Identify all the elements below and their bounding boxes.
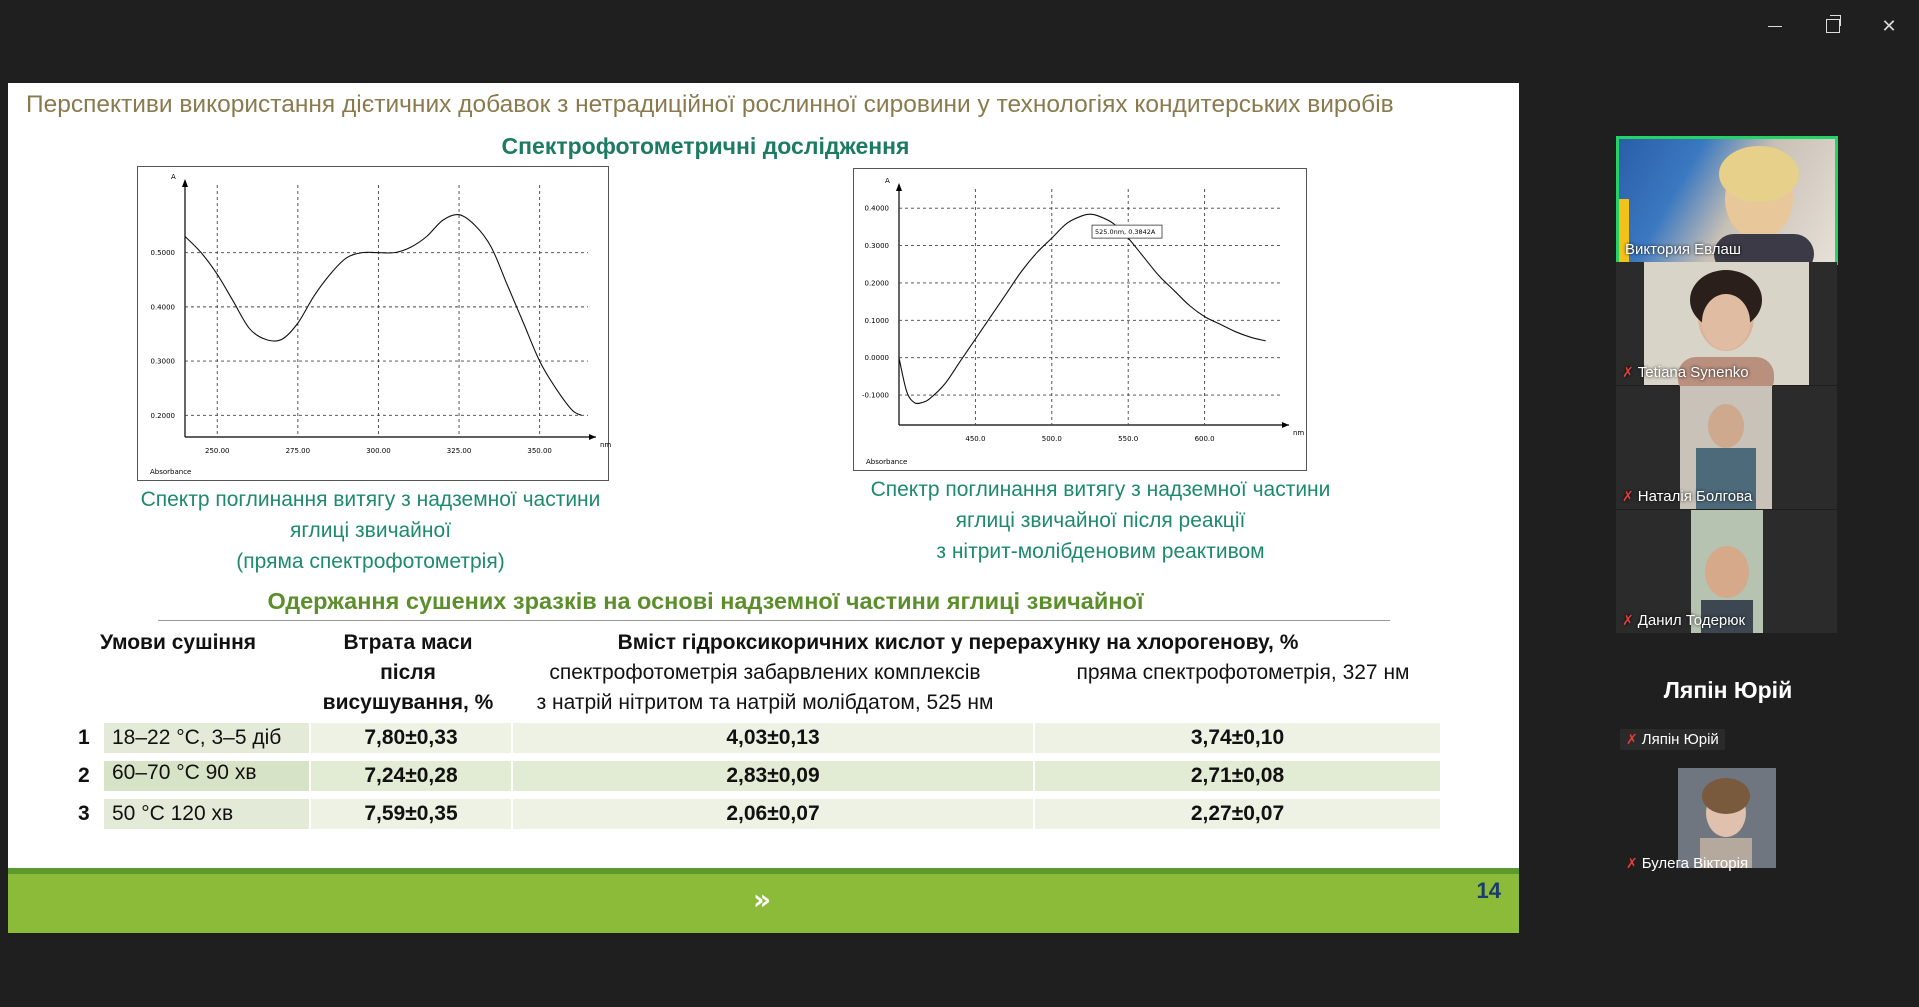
slide-number: 14 (1476, 878, 1501, 903)
x-axis-arrow (589, 434, 596, 440)
participant-name-2 (1622, 364, 1749, 381)
y-axis-label: A (171, 173, 176, 181)
th-mass-loss-2: після (380, 661, 436, 684)
y-tick-label: 0.3000 (864, 242, 889, 251)
table-cell-cond: 18–22 °С, 3–5 діб (104, 723, 309, 753)
th-method-a (505, 658, 1025, 718)
th-mass-loss-3: висушування, % (322, 691, 494, 714)
table-cell-cond: 60–70 °С 90 хв (104, 761, 309, 791)
y-tick-label: 0.2000 (864, 279, 889, 288)
heading-rule (158, 620, 1390, 621)
participant-tile-2[interactable] (1616, 262, 1837, 385)
mic-muted-icon: ✗ (1626, 855, 1638, 871)
participant-avatar-name: Ляпін Юрій (1663, 677, 1793, 703)
table-cell-b: 3,74±0,10 (1035, 723, 1440, 753)
caption-right-line1: Спектр поглинання витягу з надземної частини (870, 478, 1331, 501)
minimize-icon (1768, 26, 1782, 27)
th-mass-loss (308, 628, 508, 718)
participant-label-2: Tetiana Synenko (1637, 364, 1749, 381)
y-tick-label: 0.1000 (864, 316, 889, 325)
chart-footer-label: Absorbance (866, 458, 908, 466)
th-mass-loss-1: Втрата маси (343, 631, 473, 654)
minimize-button[interactable] (1760, 14, 1790, 38)
close-icon: ✕ (1881, 15, 1897, 37)
caption-left-line1: Спектр поглинання витягу з надземної частини (140, 488, 601, 511)
y-tick-label: 0.5000 (150, 249, 175, 258)
th-method-a-2: з натрій нітритом та натрій молібдатом, 525 нм (536, 691, 994, 714)
y-tick-label: 0.2000 (150, 411, 175, 420)
x-tick-label: 600.0 (1194, 435, 1215, 443)
y-axis-arrow (182, 179, 188, 187)
y-tick-label: 0.0000 (864, 354, 889, 363)
participant-tile-1[interactable] (1616, 136, 1838, 265)
restore-button[interactable] (1818, 14, 1848, 38)
participant-name-4 (1622, 612, 1745, 629)
participant-label-5: Ляпін Юрій (1641, 731, 1719, 748)
table-cell-b: 2,27±0,07 (1035, 799, 1440, 829)
presentation-slide (8, 83, 1519, 933)
y-tick-label: 0.3000 (150, 357, 175, 366)
spectrum-curve (185, 215, 582, 416)
table-row (64, 799, 1454, 829)
participant-label-3: Наталія Болгова (1637, 488, 1753, 505)
table-cell-b: 2,71±0,08 (1035, 761, 1440, 791)
chart-footer-label: Absorbance (150, 468, 192, 476)
caption-left (98, 484, 643, 577)
caption-right (828, 474, 1373, 567)
th-conditions: Умови сушіння (99, 631, 257, 654)
participant-name-3 (1622, 488, 1752, 505)
x-tick-label: 300.00 (366, 447, 391, 455)
table-cell-cond: 50 °С 120 хв (104, 799, 309, 829)
th-method-a-1: спектрофотометрія забарвлених комплексів (549, 661, 981, 684)
y-tick-label: -0.1000 (861, 391, 889, 400)
peak-annotation-label: 525.0nm, 0.3842A (1095, 228, 1156, 237)
mic-muted-icon: ✗ (1622, 488, 1634, 504)
mic-muted-icon: ✗ (1626, 731, 1638, 747)
next-arrows-icon[interactable]: » (753, 883, 772, 916)
x-tick-label: 450.0 (965, 435, 986, 443)
x-axis-label: nm (1293, 429, 1305, 437)
y-axis-label: A (885, 177, 890, 185)
spectrum-curve (899, 214, 1266, 403)
caption-left-line2: яглиці звичайної (289, 519, 452, 542)
table-cell-a: 2,83±0,09 (513, 761, 1033, 791)
section-spectro-heading: Спектрофотометричні дослідження (501, 133, 910, 159)
th-hydroxycinnamic: Вміст гідроксикоричних кислот у перерахунку на хлорогенову, % (617, 631, 1299, 654)
close-button[interactable] (1874, 14, 1904, 38)
mic-muted-icon: ✗ (1622, 364, 1634, 380)
th-method-b: пряма спектрофотометрія, 327 нм (1076, 661, 1410, 684)
y-tick-label: 0.4000 (150, 303, 175, 312)
participant-tile-4[interactable] (1616, 510, 1837, 633)
table-cell-loss: 7,24±0,28 (311, 761, 511, 791)
table-cell-idx: 2 (78, 764, 90, 787)
spectrum-chart-right (853, 168, 1307, 471)
caption-right-line3: з нітрит-молібденовим реактивом (936, 540, 1265, 563)
table-cell-a: 2,06±0,07 (513, 799, 1033, 829)
x-axis-label: nm (600, 441, 612, 449)
table-cell-idx: 1 (78, 726, 90, 749)
participant-tag-6 (1620, 853, 1754, 874)
chart-left-svg (138, 167, 612, 480)
x-tick-label: 325.00 (446, 447, 472, 455)
caption-left-line3: (пряма спектрофотометрія) (236, 550, 505, 573)
table-cell-idx: 3 (78, 802, 90, 825)
x-tick-label: 350.00 (527, 447, 552, 455)
slide-title: Перспективи використання дієтичних добавок з нетрадиційної рослинної сировини у технологіях кондитерських виробів (26, 91, 1394, 118)
y-tick-label: 0.4000 (864, 204, 889, 213)
participant-label-6: Булега Вікторія (1641, 855, 1749, 872)
chart-right-svg (854, 169, 1306, 470)
table-cell-a: 4,03±0,13 (513, 723, 1033, 753)
caption-right-line2: яглиці звичайної після реакції (955, 509, 1246, 532)
participant-tile-3[interactable] (1616, 386, 1837, 509)
restore-icon (1826, 19, 1840, 33)
section-drying-heading: Одержання сушених зразків на основі надземної частини яглиці звичайної (267, 588, 1144, 614)
x-tick-label: 550.0 (1118, 435, 1139, 443)
x-tick-label: 275.00 (285, 447, 311, 455)
spectrum-chart-left (137, 166, 612, 481)
mic-muted-icon: ✗ (1622, 612, 1634, 628)
x-axis-arrow (1282, 422, 1289, 428)
participant-label-4: Данил Тодерюк (1637, 612, 1746, 629)
table-cell-loss: 7,80±0,33 (311, 723, 511, 753)
table-cell-loss: 7,59±0,35 (311, 799, 511, 829)
y-axis-arrow (896, 183, 902, 191)
x-tick-label: 250.00 (204, 447, 230, 455)
x-tick-label: 500.0 (1041, 435, 1062, 443)
participant-tag-5[interactable] (1620, 729, 1725, 750)
participant-name-1 (1625, 241, 1741, 258)
table-row (64, 723, 1454, 753)
participant-label-1: Виктория Евлаш (1625, 241, 1741, 258)
table-row (64, 761, 1454, 791)
